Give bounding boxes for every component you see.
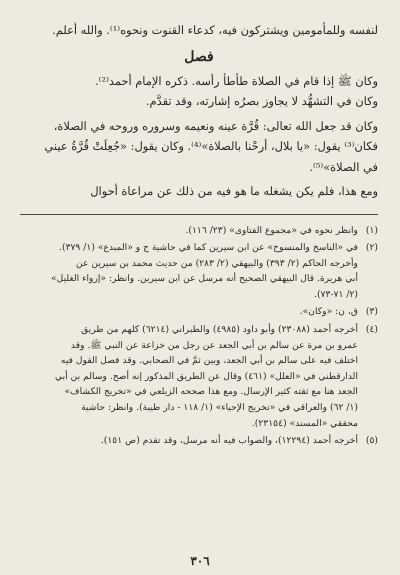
footnote-line: الدارقطني في «العلل» (٤٦١) وقال عن الطريق المذكور إنه أصح. وسالم بن أبي — [54, 370, 358, 382]
intro-line: لنفسه وللمأمومين ويشتركون فيه، كدعاء القنوت ونحوه⁽¹⁾. والله أعلم. — [52, 23, 378, 37]
footnote-text — [20, 304, 358, 320]
main-text — [20, 20, 378, 202]
footnote-line: أخرجه أحمد (١٢٢٩٤)، والصواب فيه أنه مرسل، وقد تقدم (ص ١٥١). — [100, 435, 358, 447]
paragraph-4: ومع هذا، فلم يكن يشغله ما هو فيه من ذلك عن مراعاة أحوال — [90, 184, 378, 198]
footnote-line: أبي هريرة. قال البيهقي الصحيح أنه مرسل عن ابن سيرين. وانظر: «إرواء الغليل» — [51, 273, 358, 285]
footnote-number: (٤) — [365, 324, 378, 336]
footnote-line: عمرو بن مرة عن سالم بن أبي الجعد عن رجل من خزاعة عن النبي ﷺ. وقد — [70, 339, 358, 351]
footnote-line: ق، ن: «وكان». — [299, 306, 358, 318]
footnote-1 — [20, 223, 378, 239]
footnote-line: اختلف فيه على سالم بن أبي الجعد، وبين ثمَّ في الصحابي. وقد فصل القول فيه — [60, 355, 358, 367]
footnote-line: وانظر نحوه في «مجموع الفتاوى» (٢٣/ ١١٦). — [185, 224, 358, 236]
paragraph-3-line-1: وكان قد جعل الله تعالى: قُرَّة عينه ونعيمه وسروره وروحه في الصلاة، — [53, 118, 378, 133]
footnote-text — [20, 322, 358, 431]
footnote-text — [20, 240, 358, 302]
section-heading: فصل — [184, 48, 214, 65]
footnote-line: (١/ ٦٢) والعراقي في «تخريج الإحياء» (١/ ١١٨ - دار طيبة). وانظر: حاشية — [81, 402, 358, 414]
paragraph-3-line-2: فكان⁽³⁾ يقول: «يا بلال، أرحْنا بالصلاة»⁽⁴⁾. وكان يقول: «جُعِلَتْ قُرَّةُ عيني — [44, 139, 378, 153]
footnote-number: (٣) — [365, 306, 378, 318]
footnote-number: (١) — [365, 224, 378, 236]
footnote-line: في «الناسخ والمنسوخ» عن ابن سيرين كما في حاشية ج و «المبدع» (١/ ٣٧٩). — [59, 242, 358, 254]
footnote-4 — [20, 322, 378, 431]
footnote-3 — [20, 304, 378, 320]
footnote-line: وأخرجه الحاكم (٢/ ٣٩٣) والبيهقي (٢/ ٢٨٣) من حديث محمد بن سيرين عن — [75, 257, 358, 269]
page-number: ٣٠٦ — [190, 554, 210, 568]
footnote-text — [20, 433, 358, 449]
paragraph-3-line-3: في الصلاة»⁽⁵⁾. — [309, 159, 378, 174]
footnote-2 — [20, 240, 378, 302]
footnote-line: (٢/ ٧١-٧٣). — [314, 288, 358, 300]
footnote-line: أخرجه أحمد (٢٣٠٨٨) وأبو داود (٤٩٨٥) والطبراني (٦٢١٤) كلهم من طريق — [81, 324, 358, 336]
footnote-number: (٢) — [365, 242, 378, 254]
footnote-text — [20, 223, 358, 239]
paragraph-2: وكان في التشهُّد لا يجاوز بصرُه إشارته، وقد تقدَّم. — [145, 94, 378, 108]
footnote-line: الجعد هنا مع ثقته كثير الإرسال. ومع هذا صححه الزيلعي في «تخريج الكشاف» — [64, 386, 358, 398]
paragraph-1: وكان ﷺ إذا قام في الصلاة طأطأ رأسه. ذكره الإمام أحمد⁽²⁾. — [95, 73, 378, 88]
footnote-line: محققي «المسند» (٢٣١٥٤). — [251, 417, 358, 429]
footnote-separator — [20, 214, 378, 215]
footnote-5 — [20, 433, 378, 449]
footnote-number: (٥) — [365, 435, 378, 447]
footnotes — [20, 223, 378, 449]
